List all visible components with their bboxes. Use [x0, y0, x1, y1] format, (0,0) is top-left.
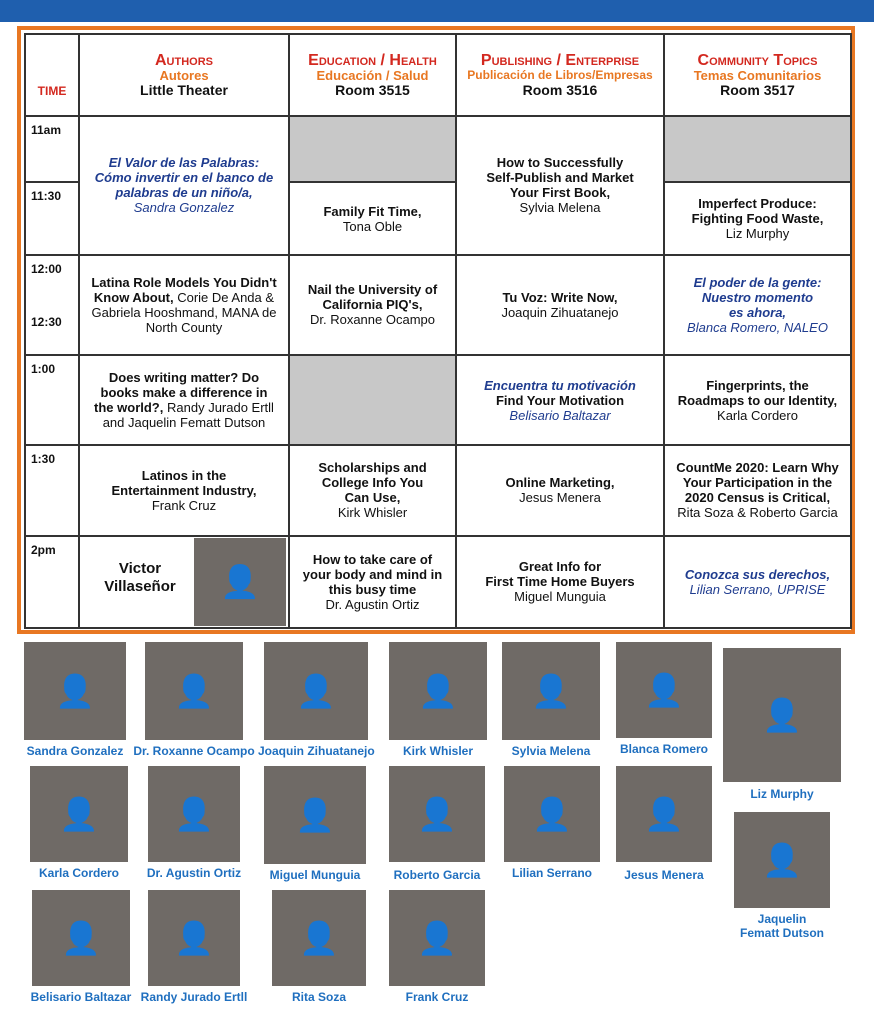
session-speaker: Joaquin Zihuatanejo [501, 304, 619, 320]
time-cell [25, 255, 79, 355]
session-speaker: Dr. Agustin Ortiz [325, 596, 420, 612]
speaker-photo [616, 766, 712, 862]
session-cell [456, 116, 664, 254]
time-header [25, 34, 79, 116]
session-title: Nuestro momento [701, 289, 814, 305]
session-cell [79, 116, 289, 254]
speaker-photo [145, 642, 243, 740]
session-speaker: Gabriela Hooshmand, MANA de [91, 304, 277, 320]
session-cell [289, 255, 456, 355]
header-row [25, 34, 851, 116]
session-title: your body and mind in [302, 566, 443, 582]
speaker-name: Victor [118, 559, 162, 577]
session-speaker: Rita Soza & Roberto Garcia [677, 505, 838, 521]
column-room: Room 3517 [720, 81, 795, 98]
speaker-caption: Sylvia Melena [511, 744, 591, 758]
person-photo-icon: 👤 [296, 673, 336, 709]
session-title: Does writing matter? Do [108, 370, 260, 386]
person-photo-icon: 👤 [644, 672, 684, 708]
session-speaker: North County [145, 319, 223, 335]
session-title: palabras de un niño/a, [115, 185, 253, 201]
person-photo-icon: 👤 [295, 797, 335, 833]
session-cell [456, 255, 664, 355]
session-title: Great Info for [518, 559, 602, 575]
session-speaker: Sandra Gonzalez [133, 200, 235, 216]
person-photo-icon: 👤 [531, 673, 571, 709]
column-subtitle: Publicación de Libros/Empresas [467, 67, 653, 82]
session-title: College Info You [321, 475, 424, 491]
person-photo-icon: 👤 [220, 563, 260, 600]
session-title: Latina Role Models You Didn't [91, 274, 277, 290]
speaker-photo [264, 766, 366, 864]
session-title: First Time Home Buyers [485, 574, 635, 590]
session-speaker: Dr. Roxanne Ocampo [309, 312, 435, 328]
empty-slot [664, 116, 851, 182]
column-title: Publishing / Enterprise [480, 51, 640, 69]
session-title: Encuentra tu motivación [484, 377, 636, 393]
speaker-photo [24, 642, 126, 740]
speaker-photo [389, 890, 485, 986]
schedule-frame [17, 26, 855, 634]
speaker-photo [723, 648, 841, 782]
session-title: Tu Voz: Write Now, [502, 289, 618, 305]
person-photo-icon: 👤 [762, 697, 802, 733]
speaker-caption-line: Fematt Dutson [740, 926, 824, 940]
session-title: books make a difference in [100, 385, 268, 401]
session-title: Entertainment Industry, [111, 482, 257, 498]
session-cell [79, 445, 289, 535]
session-cell [289, 182, 456, 254]
session-speaker: Corie De Anda & [177, 289, 275, 305]
speaker-caption [722, 912, 842, 940]
column-education-health [289, 34, 456, 116]
session-title: Conozca sus derechos, [684, 566, 831, 582]
session-title: Scholarships and [318, 460, 427, 476]
speaker-photo [389, 642, 487, 740]
person-photo-icon: 👤 [174, 796, 214, 832]
speaker-caption: Randy Jurado Ertll [140, 990, 248, 1004]
session-speaker: Tona Oble [342, 218, 403, 234]
speaker-caption: Miguel Munguia [269, 868, 361, 882]
session-title: CountMe 2020: Learn Why [676, 460, 839, 476]
session-cell [79, 355, 289, 445]
session-cell [289, 536, 456, 628]
column-title: Community Topics [697, 51, 818, 69]
time-cell: 2pm [25, 536, 79, 628]
session-title: Nail the University of [307, 282, 438, 298]
session-title: El Valor de las Palabras: [108, 155, 260, 171]
column-subtitle: Temas Comunitarios [693, 67, 822, 83]
speaker-photo [389, 766, 485, 862]
person-photo-icon: 👤 [417, 796, 457, 832]
time-cell: 1:00 [25, 355, 79, 445]
column-room: Room 3516 [522, 81, 598, 98]
speaker-photo [272, 890, 366, 986]
speaker-caption: Sandra Gonzalez [26, 744, 124, 758]
session-cell [664, 445, 851, 535]
session-cell [664, 255, 851, 355]
session-speaker: Liz Murphy [725, 226, 790, 242]
speaker-caption: Jesus Menera [624, 868, 704, 882]
session-title: Your First Book, [509, 185, 611, 201]
session-cell [456, 355, 664, 445]
session-speaker: Belisario Baltazar [509, 407, 611, 423]
column-community-topics [664, 34, 851, 116]
session-speaker: Frank Cruz [151, 497, 217, 513]
session-speaker: Jesus Menera [519, 490, 601, 506]
victor-villasenor-photo [194, 538, 286, 626]
session-title: El poder de la gente: [693, 274, 822, 290]
session-title: Online Marketing, [505, 475, 615, 491]
person-photo-icon: 👤 [532, 796, 572, 832]
session-cell [456, 445, 664, 535]
speaker-caption: Liz Murphy [750, 787, 814, 801]
session-cell [456, 536, 664, 628]
person-photo-icon: 👤 [417, 920, 457, 956]
time-row [25, 445, 851, 535]
time-label: 12:30 [31, 314, 62, 329]
column-subtitle: Educación / Salud [316, 67, 429, 83]
time-cell: 1:30 [25, 445, 79, 535]
empty-slot [289, 355, 456, 445]
session-title: Self-Publish and Market [486, 170, 634, 186]
speaker-caption: Karla Cordero [38, 866, 120, 880]
speaker-caption: Belisario Baltazar [30, 990, 132, 1004]
speaker-caption-line: Jaquelin [757, 912, 807, 926]
session-title: Latinos in the [141, 467, 227, 483]
time-row [25, 536, 851, 628]
speaker-caption: Lilian Serrano [511, 866, 593, 880]
speaker-photo [264, 642, 368, 740]
session-cell [664, 182, 851, 254]
speaker-photo [32, 890, 130, 986]
speaker-caption: Kirk Whisler [402, 744, 474, 758]
speaker-caption: Joaquin Zihuatanejo [258, 744, 375, 758]
session-title: How to take care of [312, 551, 433, 567]
time-row [25, 116, 851, 182]
empty-slot [289, 116, 456, 182]
session-title: Roadmaps to our Identity, [677, 392, 838, 408]
speaker-caption: Roberto Garcia [393, 868, 481, 882]
session-title: Family Fit Time, [323, 203, 422, 219]
session-cell [79, 536, 289, 628]
session-cell [289, 445, 456, 535]
person-photo-icon: 👤 [61, 920, 101, 956]
time-row [25, 255, 851, 355]
person-photo-icon: 👤 [418, 673, 458, 709]
schedule-table [24, 33, 852, 629]
person-photo-icon: 👤 [762, 842, 802, 878]
session-cell [664, 355, 851, 445]
session-speaker: Sylvia Melena [519, 200, 601, 216]
column-subtitle: Autores [159, 67, 209, 83]
speaker-photo [148, 890, 240, 986]
speaker-caption: Dr. Roxanne Ocampo [133, 744, 255, 758]
person-photo-icon: 👤 [55, 673, 95, 709]
session-cell [664, 536, 851, 628]
session-speaker: Kirk Whisler [337, 505, 408, 521]
column-authors [79, 34, 289, 116]
person-photo-icon: 👤 [644, 796, 684, 832]
person-photo-icon: 👤 [299, 920, 339, 956]
session-speaker: Miguel Munguia [514, 589, 606, 605]
time-cell: 11:30 [25, 182, 79, 254]
session-title: Can Use, [344, 490, 401, 506]
speaker-name: Villaseñor [104, 577, 176, 595]
column-room: Little Theater [140, 81, 228, 98]
session-cell [79, 255, 289, 355]
speaker-photo [504, 766, 600, 862]
person-photo-icon: 👤 [174, 673, 214, 709]
session-title: 2020 Census is Critical, [684, 490, 831, 506]
session-speaker: and Jaquelin Fematt Dutson [102, 415, 266, 431]
session-speaker: Karla Cordero [717, 407, 798, 423]
session-title: California PIQ's, [322, 297, 423, 313]
top-banner-bar [0, 0, 874, 22]
speaker-caption: Blanca Romero [619, 742, 709, 756]
time-row [25, 355, 851, 445]
person-photo-icon: 👤 [59, 796, 99, 832]
session-title: Know About, [93, 289, 174, 305]
time-label: 12:00 [31, 261, 62, 276]
session-title: Fingerprints, the [706, 377, 809, 393]
session-title: How to Successfully [496, 155, 624, 171]
session-speaker: Randy Jurado Ertll [167, 400, 274, 416]
speaker-photo [148, 766, 240, 862]
session-title: Cómo invertir en el banco de [94, 170, 274, 186]
column-room: Room 3515 [335, 81, 410, 98]
speaker-photo [616, 642, 712, 738]
speaker-photo [734, 812, 830, 908]
session-title: Find Your Motivation [495, 392, 625, 408]
session-title: es ahora, [728, 304, 787, 320]
speaker-caption: Rita Soza [291, 990, 346, 1004]
session-title: this busy time [328, 581, 417, 597]
session-title: the world?, [94, 400, 164, 416]
session-title: Fighting Food Waste, [691, 211, 824, 227]
session-title: Your Participation in the [682, 475, 833, 491]
session-title: Imperfect Produce: [698, 196, 817, 212]
speaker-photo [502, 642, 600, 740]
speaker-caption: Dr. Agustin Ortiz [146, 866, 242, 880]
column-title: Education / Health [308, 51, 437, 69]
person-photo-icon: 👤 [174, 920, 214, 956]
speaker-photo [30, 766, 128, 862]
session-speaker: Blanca Romero, NALEO [687, 319, 828, 335]
speaker-caption: Frank Cruz [405, 990, 469, 1004]
time-header-label: TIME [37, 84, 67, 99]
session-speaker: Lilian Serrano, UPRISE [689, 581, 826, 597]
column-publishing-enterprise [456, 34, 664, 116]
column-title: Authors [155, 51, 213, 69]
time-cell: 11am [25, 116, 79, 182]
